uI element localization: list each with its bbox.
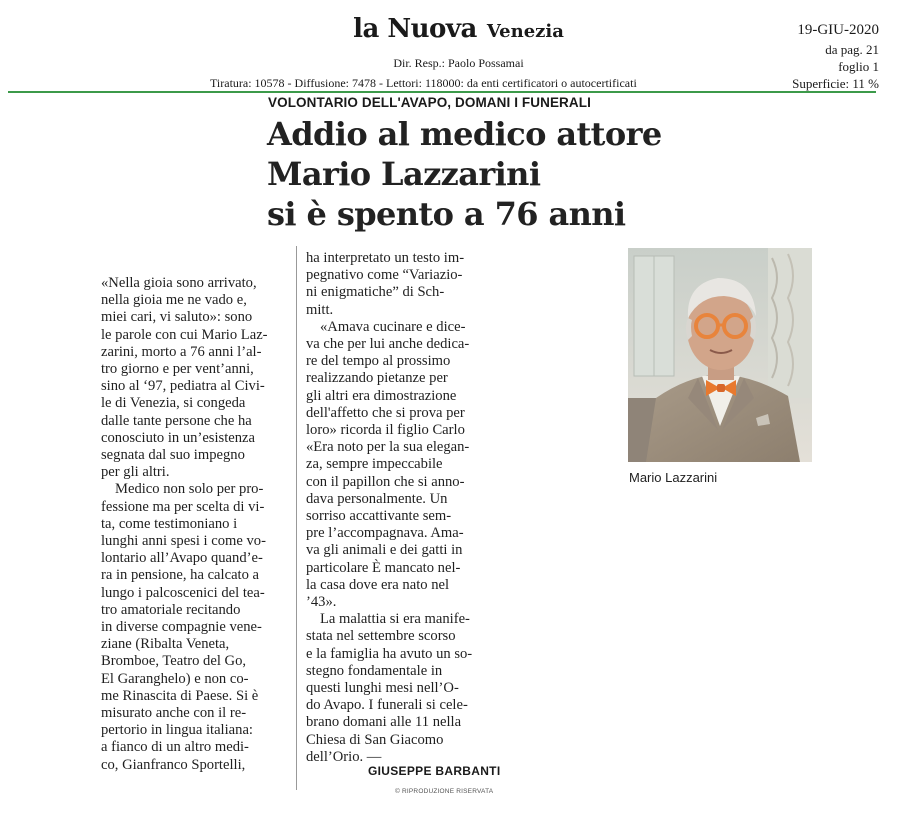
text-line: nella gioia me ne vado e, [101, 292, 247, 309]
text-line: pertorio in lingua italiana: [101, 722, 253, 739]
text-line: gli altri era dimostrazione [306, 387, 457, 404]
text-line: ni enigmatiche” di Sch- [306, 284, 445, 301]
text-line: «Nella gioia sono arrivato, [101, 275, 257, 291]
text-line: «Amava cucinare e dice- [320, 318, 466, 335]
text-line: particolare È mancato nel- [306, 559, 461, 576]
header-divider [8, 91, 876, 93]
text-line: tro giorno e per vent’anni, [101, 361, 254, 378]
text-line: brano domani alle 11 nella [306, 714, 462, 731]
photo-caption: Mario Lazzarini [629, 470, 718, 485]
text-line: ’43». [306, 594, 337, 611]
text-line: fessione ma per scelta di vi- [101, 498, 265, 515]
text-line: sorriso accattivante sem- [306, 508, 452, 525]
page-reference: da pag. 21 [825, 42, 879, 57]
article-column-2 [306, 250, 496, 766]
text-line: ta, come testimoniano i [101, 515, 238, 532]
text-line: pegnativo come “Variazio- [306, 267, 463, 284]
masthead [0, 14, 917, 44]
text-line: realizzando pietanze per [306, 370, 448, 387]
text-line: le di Venezia, si congeda [101, 395, 246, 412]
article-byline: GIUSEPPE BARBANTI [368, 764, 501, 778]
text-line: sino al ‘97, pediatra al Civi- [101, 378, 265, 395]
text-line: le parole con cui Mario Laz- [101, 326, 268, 343]
copyright-notice: © RIPRODUZIONE RISERVATA [395, 788, 494, 795]
text-line: za, sempre impeccabile [306, 456, 443, 473]
sheet-number: foglio 1 [838, 59, 879, 74]
text-line: lontario all’Avapo quand’e- [101, 550, 263, 567]
text-line: Medico non solo per pro- [115, 481, 264, 498]
text-line: in diverse compagnie vene- [101, 619, 262, 636]
circulation-stats: Tiratura: 10578 - Diffusione: 7478 - Lettori: 118000: da enti certificatori o autocertificati [210, 76, 637, 90]
publication-date: 19-GIU-2020 [797, 22, 879, 38]
text-line: con il papillon che si anno- [306, 473, 465, 490]
text-line: ziane (Ribalta Veneta, [101, 636, 230, 653]
text-line: lunghi anni spesi i come vo- [101, 533, 266, 550]
text-line: me Rinascita di Paese. Si è [101, 687, 259, 704]
surface-percentage: Superficie: 11 % [792, 76, 879, 91]
headline-line: Mario Lazzarini [267, 155, 541, 193]
text-line: per gli altri. [101, 464, 170, 481]
text-line: e la famiglia ha avuto un so- [306, 645, 473, 662]
text-line: stegno fondamentale in [306, 662, 443, 679]
column-divider [296, 246, 297, 790]
text-line: dalle tante persone che ha [101, 412, 252, 429]
text-line: la casa dove era nato nel [306, 576, 450, 593]
text-line: El Garanghelo) e non co- [101, 670, 249, 687]
headline-line: si è spento a 76 anni [267, 195, 626, 233]
text-line: lungo i palcoscenici del tea- [101, 584, 265, 601]
text-line: va che per lui anche dedica- [306, 336, 470, 353]
text-line: ha interpretato un testo im- [306, 250, 465, 266]
text-line: segnata dal suo impegno [101, 447, 245, 464]
masthead-name: la Nuova [353, 14, 477, 44]
text-line: miei cari, vi saluto»: sono [101, 309, 253, 326]
text-line: Chiesa di San Giacomo [306, 731, 444, 748]
text-line: dell’Orio. — [306, 748, 382, 765]
editor-in-chief: Dir. Resp.: Paolo Possamai [393, 56, 524, 70]
text-line: mitt. [306, 301, 334, 318]
text-line: a fianco di un altro medi- [101, 739, 249, 756]
text-line: dell'affetto che si prova per [306, 404, 465, 421]
text-line: co, Gianfranco Sportelli, [101, 756, 246, 773]
text-line: re del tempo al prossimo [306, 353, 451, 370]
text-line: misurato anche con il re- [101, 705, 247, 722]
text-line: «Era noto per la sua elegan- [306, 439, 470, 456]
text-line: do Avapo. I funerali si cele- [306, 697, 468, 714]
text-line: Bromboe, Teatro del Go, [101, 653, 247, 670]
text-line: zarini, morto a 76 anni l’al- [101, 343, 262, 360]
portrait-photo [628, 248, 812, 462]
text-line: pre l’accompagnava. Ama- [306, 525, 464, 542]
article-headline [267, 114, 707, 234]
article-column-1 [101, 275, 287, 774]
text-line: conosciuto in un’esistenza [101, 429, 256, 446]
masthead-city: Venezia [486, 21, 564, 42]
text-line: va gli animali e dei gatti in [306, 542, 463, 559]
text-line: tro amatoriale recitando [101, 601, 241, 618]
text-line: stata nel settembre scorso [306, 628, 456, 645]
headline-line: Addio al medico attore [267, 115, 662, 153]
article-kicker: VOLONTARIO DELL'AVAPO, DOMANI I FUNERALI [268, 95, 591, 110]
text-line: La malattia si era manife- [320, 611, 470, 628]
text-line: ra in pensione, ha calcato a [101, 567, 260, 584]
text-line: dava personalmente. Un [306, 490, 448, 507]
text-line: loro» ricorda il figlio Carlo [306, 422, 465, 439]
text-line: questi lunghi mesi nell’O- [306, 680, 459, 697]
